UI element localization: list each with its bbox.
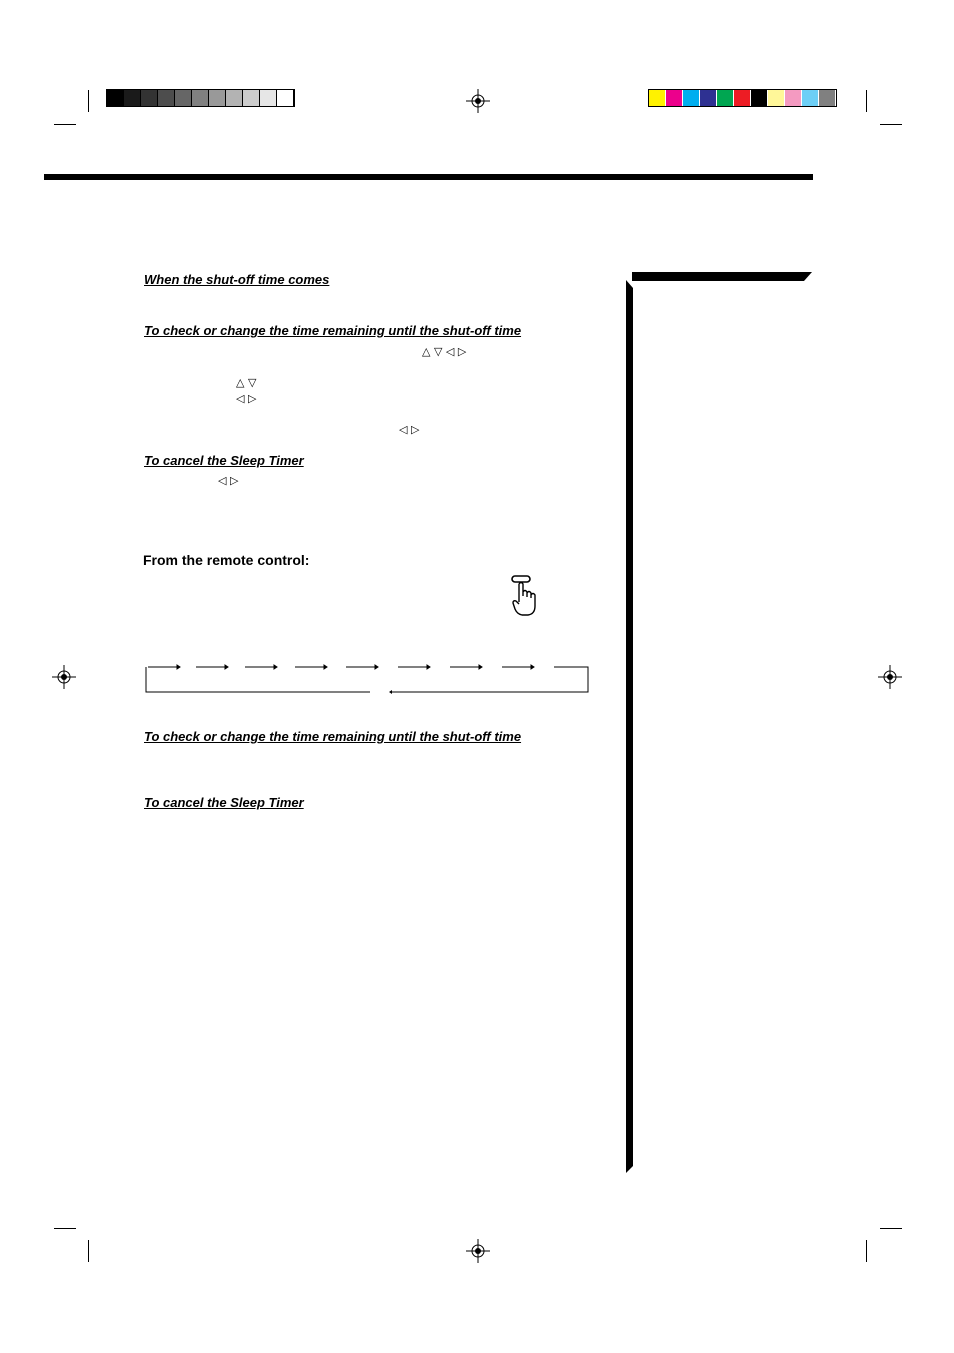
calibration-swatch <box>277 90 294 106</box>
calibration-swatch <box>683 90 700 106</box>
up-down-buttons: △ ▽ <box>236 376 257 389</box>
calibration-swatch <box>226 90 243 106</box>
sidebar-frame <box>624 272 814 1174</box>
hand-press-button-icon <box>508 574 546 618</box>
calibration-swatch <box>192 90 209 106</box>
calibration-swatch <box>717 90 734 106</box>
calibration-swatch <box>666 90 683 106</box>
calibration-swatch <box>209 90 226 106</box>
registration-mark-icon <box>878 665 902 689</box>
crop-mark <box>866 1240 867 1262</box>
calibration-swatch <box>260 90 277 106</box>
registration-mark-icon <box>52 665 76 689</box>
color-calibration-bar <box>648 89 837 107</box>
crop-mark <box>54 1228 76 1229</box>
calibration-swatch <box>819 90 836 106</box>
arrow-buttons-row: △ ▽ ◁ ▷ <box>422 345 467 358</box>
check-time-heading: To check or change the time remaining until the shut-off time <box>144 323 522 338</box>
crop-mark <box>88 90 89 112</box>
calibration-swatch <box>649 90 666 106</box>
crop-mark <box>880 124 902 125</box>
grayscale-calibration-bar <box>106 89 295 107</box>
check-time-heading-remote: To check or change the time remaining until the shut-off time <box>144 729 522 744</box>
calibration-swatch <box>158 90 175 106</box>
left-right-buttons: ◁ ▷ <box>218 474 239 487</box>
calibration-swatch <box>802 90 819 106</box>
cancel-timer-heading: To cancel the Sleep Timer <box>144 453 304 468</box>
crop-mark <box>880 1228 902 1229</box>
remote-control-label: From the remote control: <box>143 552 310 568</box>
sleep-timer-cycle-diagram <box>144 658 592 696</box>
calibration-swatch <box>700 90 717 106</box>
left-right-buttons: ◁ ▷ <box>399 423 420 436</box>
calibration-swatch <box>785 90 802 106</box>
cancel-timer-heading-remote: To cancel the Sleep Timer <box>144 795 304 810</box>
crop-mark <box>88 1240 89 1262</box>
calibration-swatch <box>175 90 192 106</box>
calibration-swatch <box>243 90 260 106</box>
crop-mark <box>54 124 76 125</box>
calibration-swatch <box>124 90 141 106</box>
crop-mark <box>866 90 867 112</box>
shutoff-heading: When the shut-off time comes <box>144 272 330 287</box>
calibration-swatch <box>751 90 768 106</box>
calibration-swatch <box>107 90 124 106</box>
calibration-swatch <box>768 90 785 106</box>
left-right-buttons: ◁ ▷ <box>236 392 257 405</box>
calibration-swatch <box>141 90 158 106</box>
registration-mark-icon <box>466 1239 490 1263</box>
top-rule <box>44 174 813 180</box>
calibration-swatch <box>734 90 751 106</box>
registration-mark-icon <box>466 89 490 113</box>
